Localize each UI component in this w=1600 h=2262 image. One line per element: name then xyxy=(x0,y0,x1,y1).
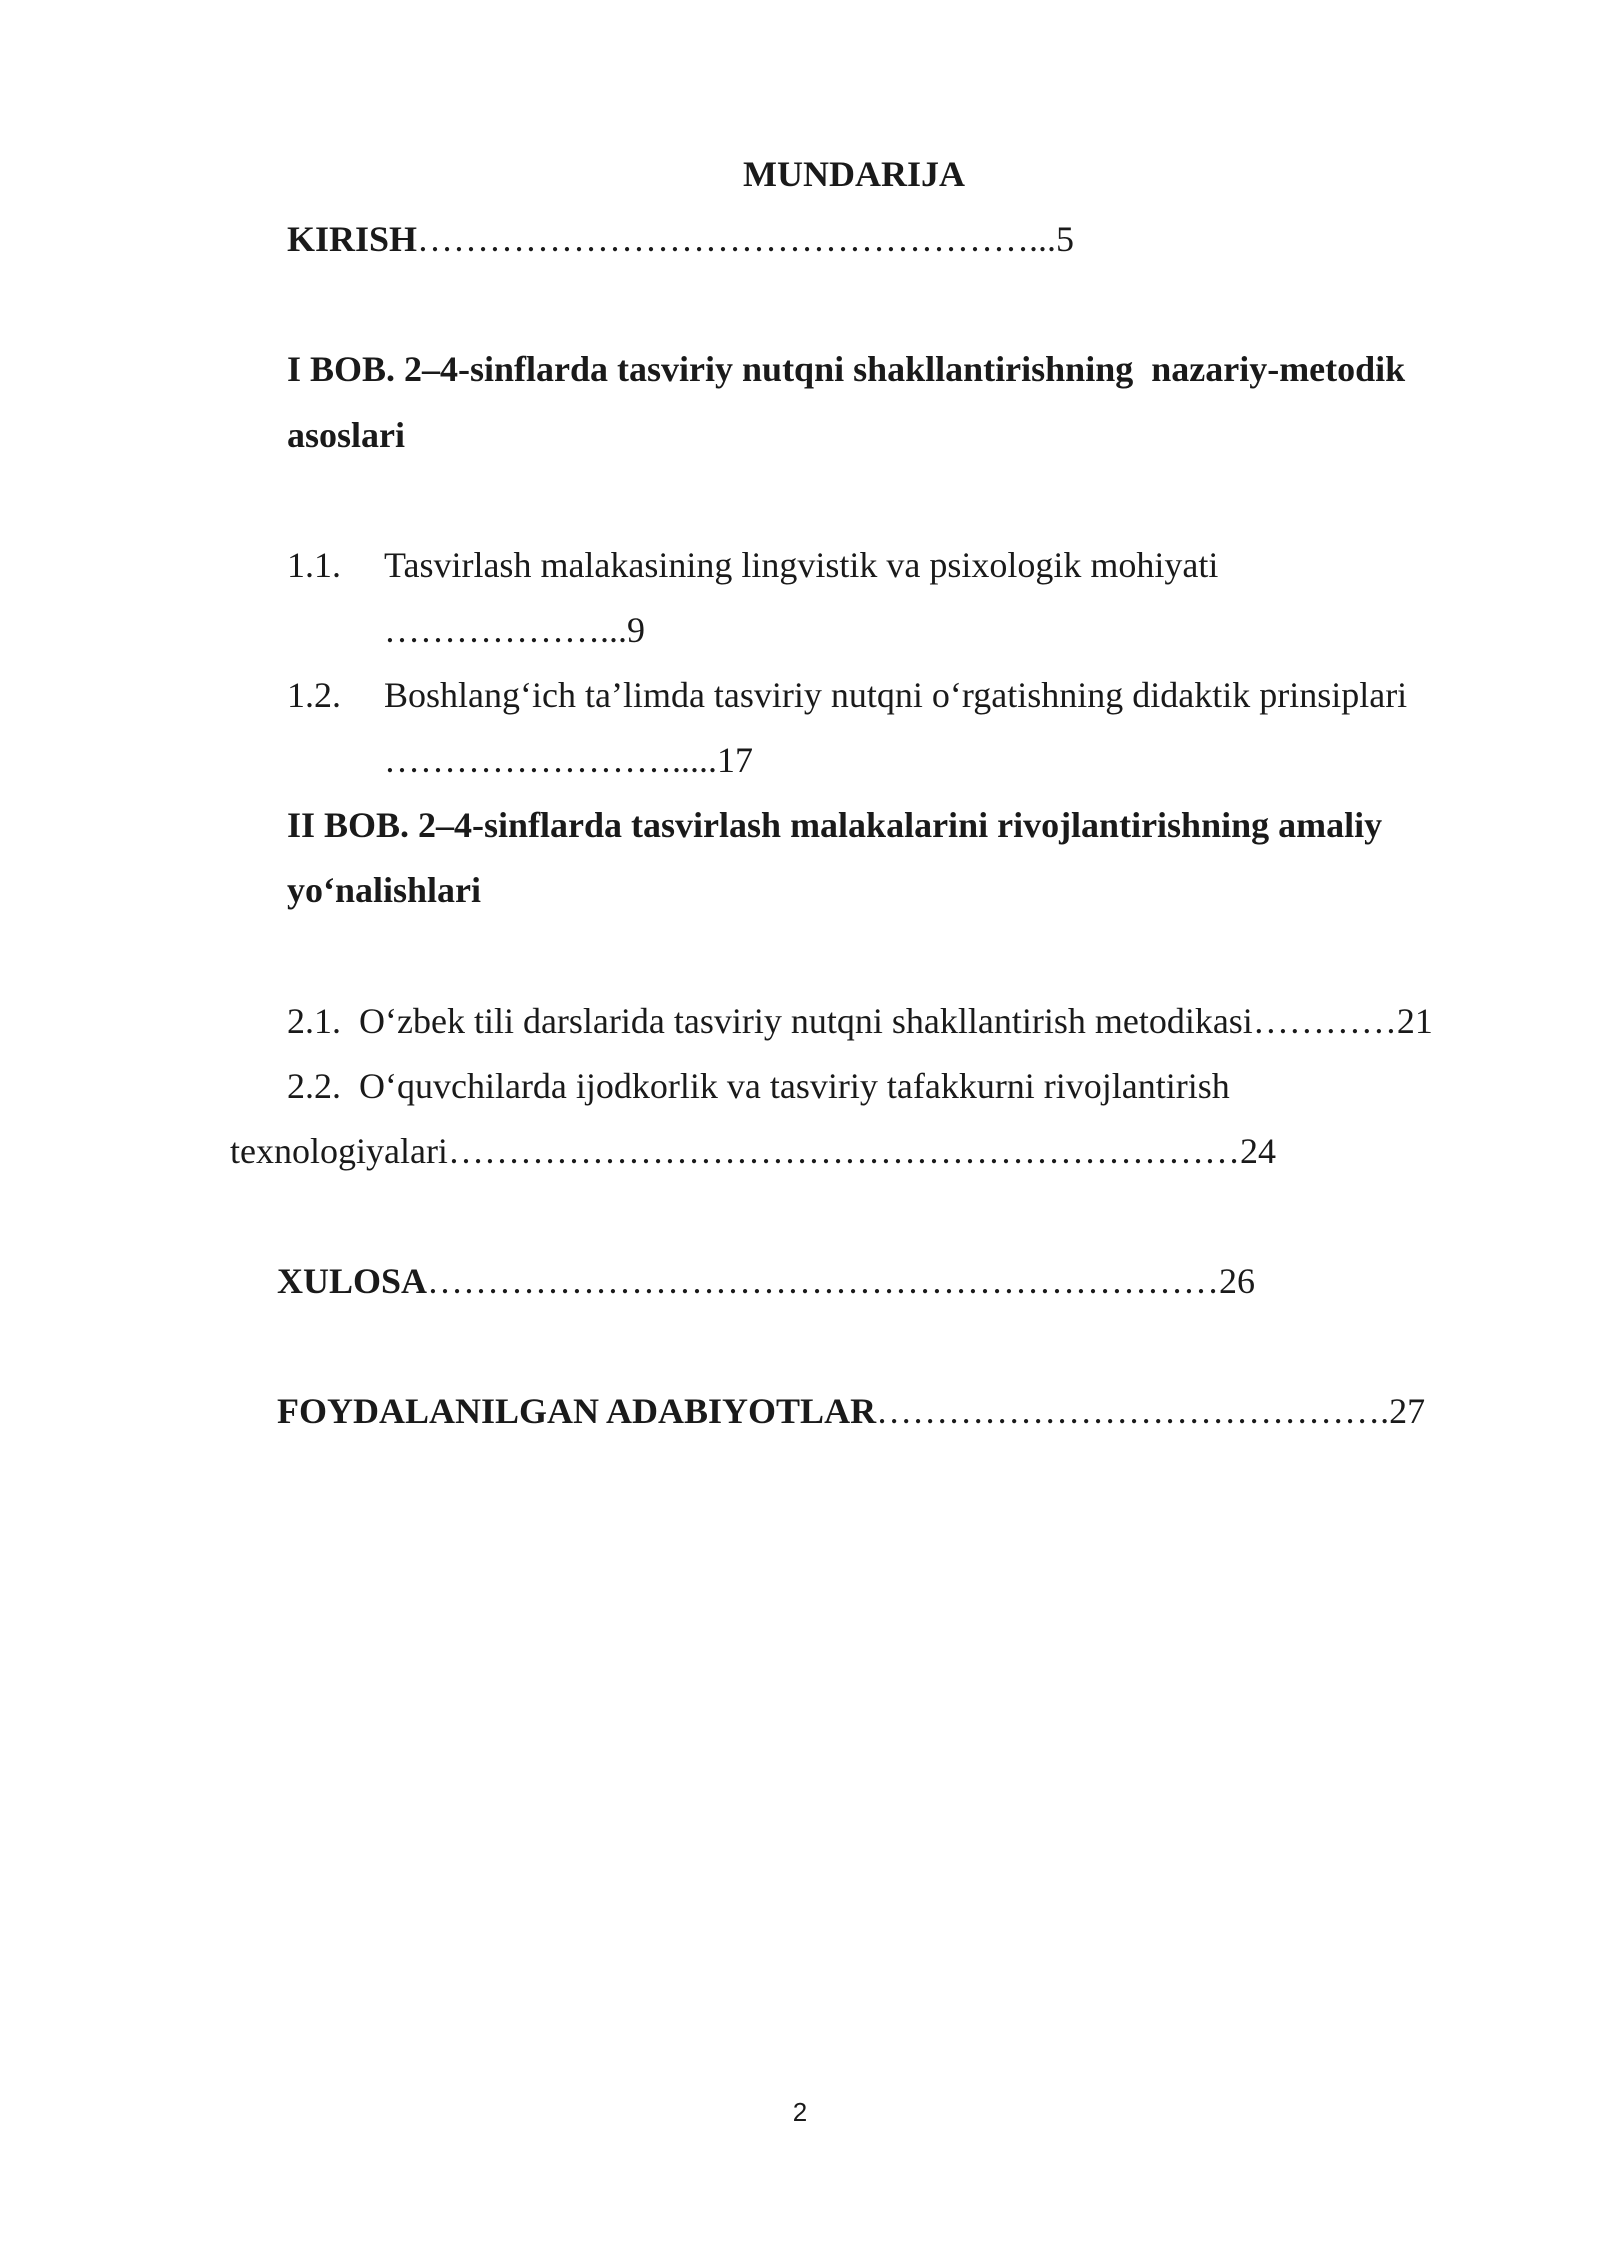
leader-dots: ………… xyxy=(1252,1001,1397,1041)
entry-text: O‘quvchilarda ijodkorlik va tasviriy tafakkurni rivojlantirish xyxy=(359,1066,1230,1106)
toc-entry-2-2-cont xyxy=(230,1129,1276,1173)
entry-label: XULOSA xyxy=(277,1261,428,1301)
entry-text-cont: texnologiyalari xyxy=(230,1131,448,1171)
toc-entry-2-2 xyxy=(287,1064,1230,1108)
entry-page: 26 xyxy=(1219,1261,1256,1301)
chapter2-heading-cont: yo‘nalishlari xyxy=(287,870,482,910)
leader-dots: ……………………..... xyxy=(384,740,717,780)
entry-label: KIRISH xyxy=(287,219,418,259)
leader-dots: ……………………………………. xyxy=(876,1391,1390,1431)
toc-entry-1-2 xyxy=(287,673,341,717)
entry-page: 27 xyxy=(1389,1391,1426,1431)
toc-entry-adabiyotlar xyxy=(277,1389,1425,1433)
entry-page: 9 xyxy=(627,610,645,650)
leader-dots: ………………... xyxy=(384,610,627,650)
chapter1-heading: I BOB. 2–4-sinflarda tasviriy nutqni shakllantirishning nazariy-metodik xyxy=(287,349,1406,389)
page-number: 2 xyxy=(792,2097,808,2127)
entry-number: 2.2. xyxy=(287,1066,341,1106)
entry-number: 2.1. xyxy=(287,1001,341,1041)
toc-entry-1-2-text: Boshlang‘ich ta’limda tasviriy nutqni o‘rgatishning didaktik prinsiplari xyxy=(384,675,1408,715)
entry-page: 17 xyxy=(717,740,753,780)
entry-page: 21 xyxy=(1396,1001,1433,1041)
entry-number: 1.2. xyxy=(287,675,341,715)
leader-dots: ………………………………………………………… xyxy=(427,1261,1220,1301)
toc-entry-1-2-page xyxy=(384,738,753,782)
toc-entry-1-1-text: Tasvirlash malakasining lingvistik va psixologik mohiyati xyxy=(384,545,1219,585)
toc-entry-kirish xyxy=(287,217,1074,261)
chapter1-heading-cont: asoslari xyxy=(287,415,406,455)
toc-title: MUNDARIJA xyxy=(743,154,965,194)
entry-text: O‘zbek tili darslarida tasviriy nutqni shakllantirish metodikasi xyxy=(359,1001,1253,1041)
toc-entry-1-1 xyxy=(287,543,341,587)
toc-entry-xulosa xyxy=(277,1259,1255,1303)
leader-dots: ………………………………………………………… xyxy=(447,1131,1240,1171)
toc-entry-2-1 xyxy=(287,999,1433,1043)
entry-label: FOYDALANILGAN ADABIYOTLAR xyxy=(277,1391,877,1431)
chapter2-heading: II BOB. 2–4-sinflarda tasvirlash malakalarini rivojlantirishning amaliy xyxy=(287,805,1383,845)
leader-dots: ……………………………………………... xyxy=(417,219,1057,259)
entry-page: 5 xyxy=(1056,219,1075,259)
entry-number: 1.1. xyxy=(287,545,341,585)
entry-page: 24 xyxy=(1239,1131,1276,1171)
toc-entry-1-1-page xyxy=(384,608,645,652)
